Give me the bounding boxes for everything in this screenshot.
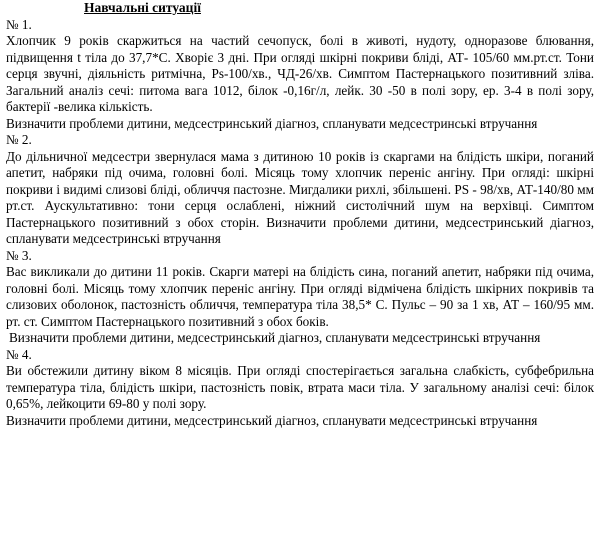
- situation-3-number: № 3.: [6, 247, 32, 263]
- situation-2-task: Визначити проблеми дитини, медсестринський діагноз, спланувати медсестринські втручання: [6, 214, 595, 246]
- situation-3-task: Визначити проблеми дитини, медсестринський діагноз, спланувати медсестринські втручання: [9, 330, 541, 345]
- situation-4-text: Ви обстежили дитину віком 8 місяців. При огляді спостерігається загальна слабкість, субфебрильна температура тіла, блідість шкіри, пастозність повік, втрата маси тіла. У загальному аналізі сечі: білок 0,65%, лейкоцити 69-80 у полі зору.: [6, 363, 594, 411]
- situation-4-number: № 4.: [6, 346, 32, 362]
- situation-3-text: Вас викликали до дитини 11 років. Скарги матері на блідість сина, поганий апетит, набряки під очима, головні болі. Місяць тому хлопчик переніс ангіну. При огляді відмічена блідість шкірних покривів та слизових оболонок, пастозність обличчя, температура тіла 38,5* С. Пульс – 90 за 1 хв, АТ – 160/95 мм. рт. ст. Симптом Пастернацького позитивний з обох боків.: [6, 264, 594, 329]
- situation-2-text: [6, 149, 594, 248]
- situation-2-text-body: До дільничної медсестри звернулася мама з дитиною 10 років із скаргами на блідість шкіри, поганий апетит, набряки під очима, головні болі. Місяць тому хлопчик переніс ангіну. При огляді: шкірні покриви і видимі слизові бліді, обличчя пастозне. Мигдалики рихлі, збільшені. PS - 98/хв, АТ-140/80 мм рт.ст. Аускультативно: тони серця ослаблені, ніжний систолічний шум на верхівці. Симптом Пастернацького позитивний з обох сторін.: [6, 148, 594, 230]
- situation-4-task: Визначити проблеми дитини, медсестринський діагноз, спланувати медсестринські втручання: [6, 412, 538, 428]
- situation-2-number: № 2.: [6, 132, 32, 147]
- situation-1-number: № 1.: [6, 16, 32, 32]
- situation-1-text: Хлопчик 9 років скаржиться на частий сечопуск, болі в животі, нудоту, одноразове блювання, підвищення t тіла до 37,7*С. Хворіє 3 дні. При огляді шкірні покриви бліді, АТ- 105/60 мм.рт.ст. Тони серця звучні, діяльність ритмічна, Ps-100/хв., ЧД-26/хв. Симптом Пастернацького позитивний зліва. Загальний аналіз сечі: питома вага 1012, білок -0,16г/л, лейк. 30 -50 в полі зору, ер. 3-4 в полі зору, бактерії -велика кількість.: [6, 33, 594, 114]
- document-title: Навчальні ситуації: [84, 0, 201, 15]
- situation-1-task: Визначити проблеми дитини, медсестринський діагноз, спланувати медсестринські втручання: [6, 115, 538, 131]
